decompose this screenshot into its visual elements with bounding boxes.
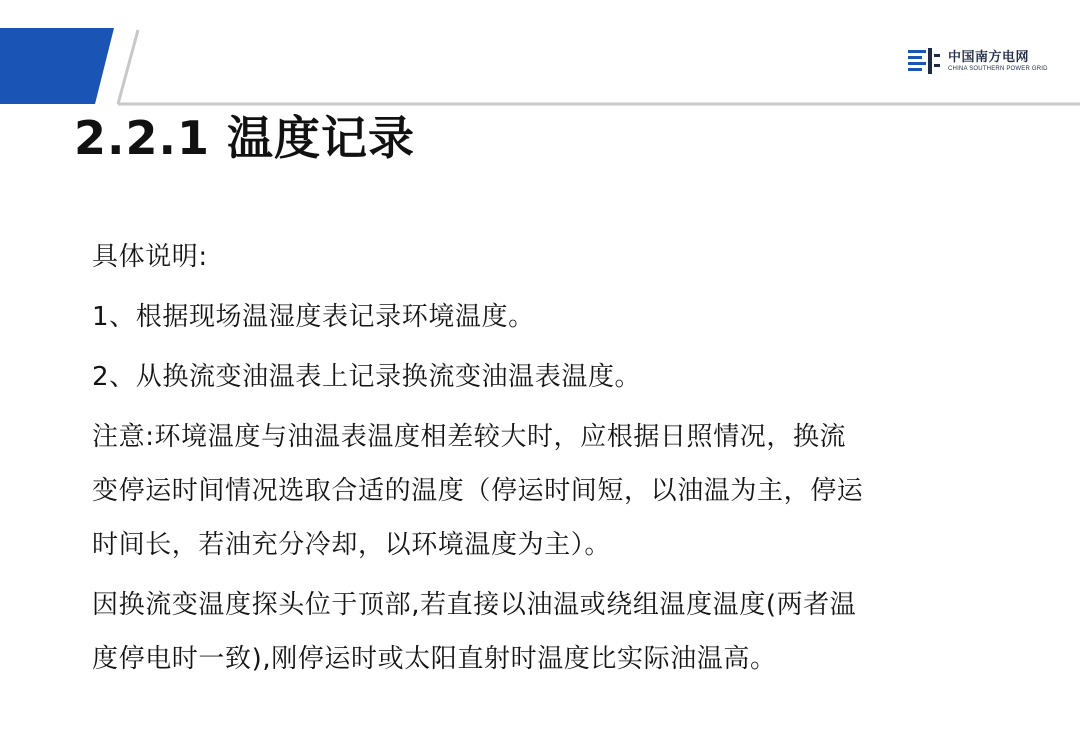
paragraph-intro	[92, 230, 982, 284]
power-grid-logo-icon	[906, 46, 942, 76]
text-line: 具体说明:	[92, 242, 208, 272]
header-slant-line	[118, 30, 138, 104]
text-line: 变停运时间情况选取合适的温度（停运时间短，以油温为主，停运	[92, 476, 864, 506]
text-line: 注意:环境温度与油温表温度相差较大时，应根据日照情况，换流	[92, 422, 847, 452]
text-line: 1、根据现场温湿度表记录环境温度。	[92, 302, 535, 332]
slide-title: 2.2.1 温度记录	[74, 111, 415, 165]
paragraph-explanation	[92, 578, 982, 686]
header-blue-parallelogram	[0, 28, 114, 104]
paragraph-note	[92, 410, 982, 572]
paragraph-item-2	[92, 350, 982, 404]
company-logo	[906, 44, 1048, 78]
slide-body	[92, 230, 982, 686]
logo-name-cn: 中国南方电网	[948, 49, 1030, 65]
logo-name-en: CHINA SOUTHERN POWER GRID	[948, 65, 1048, 72]
text-line: 时间长，若油充分冷却，以环境温度为主）。	[92, 530, 612, 560]
text-line: 因换流变温度探头位于顶部,若直接以油温或绕组温度温度(两者温	[92, 590, 857, 620]
text-line: 2、从换流变油温表上记录换流变油温表温度。	[92, 362, 642, 392]
paragraph-item-1	[92, 290, 982, 344]
text-line: 度停电时一致),刚停运时或太阳直射时温度比实际油温高。	[92, 644, 777, 674]
